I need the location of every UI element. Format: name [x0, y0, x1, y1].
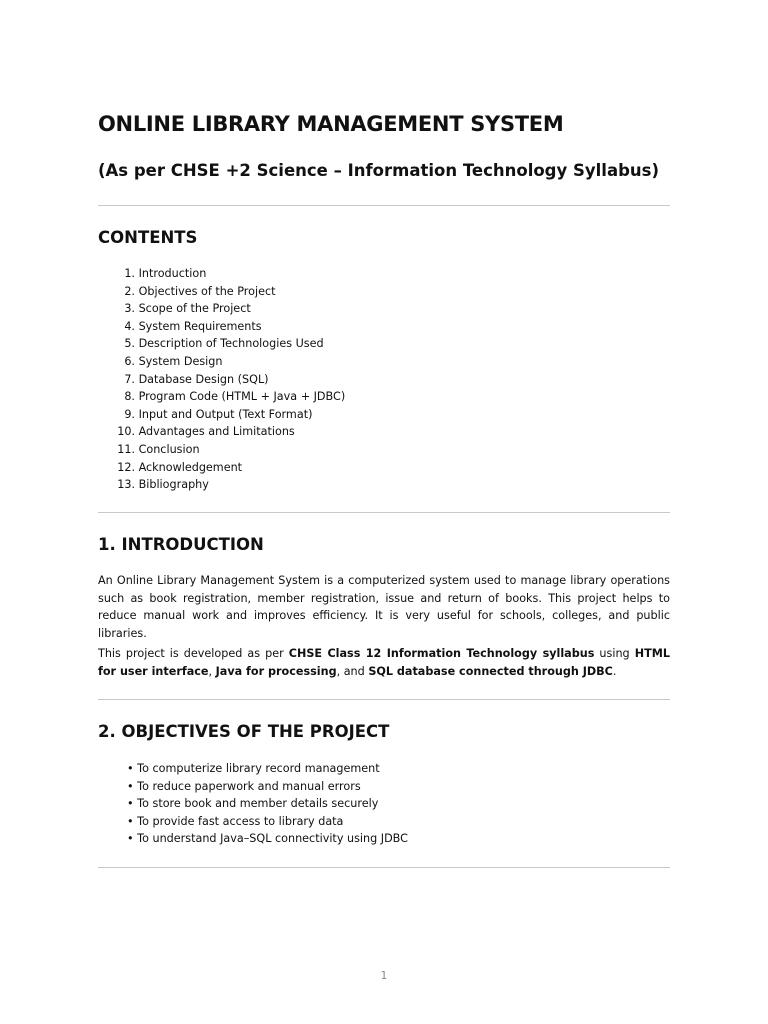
contents-item-number: 11.	[117, 442, 135, 456]
contents-item	[98, 300, 345, 318]
contents-item	[98, 459, 345, 477]
introduction-paragraph: An Online Library Management System is a computerized system used to manage library operations such as book registration, member registration, issue and return of books. This project helps to reduce manual work and improves efficiency. It is very useful for schools, colleges, and public libraries.	[98, 574, 670, 640]
contents-item-label: Database Design (SQL)	[138, 372, 269, 386]
paragraph-text: ,	[208, 664, 216, 678]
contents-item-number: 2.	[124, 284, 135, 298]
contents-item	[98, 441, 345, 459]
objective-item: • To computerize library record management	[127, 762, 380, 775]
contents-item-number: 8.	[124, 390, 135, 404]
contents-item-label: System Design	[138, 354, 223, 368]
sql-emphasis: SQL database connected through JDBC	[368, 664, 613, 678]
contents-item-label: Program Code (HTML + Java + JDBC)	[138, 390, 346, 404]
paragraph-text: using	[594, 647, 635, 660]
objective-item: • To reduce paperwork and manual errors	[127, 779, 361, 793]
contents-item-number: 13.	[117, 478, 135, 492]
section-divider	[98, 205, 670, 206]
contents-item	[98, 265, 345, 283]
contents-item	[98, 335, 345, 353]
section-divider	[98, 867, 670, 868]
contents-item-label: Advantages and Limitations	[138, 425, 295, 439]
contents-item	[98, 406, 345, 424]
page-number: 1	[380, 970, 388, 982]
section-divider	[98, 512, 670, 513]
contents-item-number: 12.	[117, 460, 135, 474]
contents-item-label: Scope of the Project	[138, 302, 251, 316]
contents-item	[98, 318, 345, 336]
contents-item-label: Objectives of the Project	[138, 284, 276, 298]
contents-item-label: Description of Technologies Used	[138, 337, 324, 351]
document-subtitle: (As per CHSE +2 Science – Information Technology Syllabus)	[98, 161, 659, 180]
objectives-heading: 2. OBJECTIVES OF THE PROJECT	[98, 722, 390, 741]
paragraph-text: , and	[336, 664, 369, 678]
contents-item-label: Input and Output (Text Format)	[138, 407, 313, 421]
java-emphasis: Java for processing	[215, 664, 337, 678]
contents-item-label: System Requirements	[138, 319, 262, 333]
paragraph-text: .	[612, 664, 617, 678]
contents-item-number: 7.	[124, 372, 135, 386]
objectives-list	[127, 760, 408, 848]
document-title: ONLINE LIBRARY MANAGEMENT SYSTEM	[98, 112, 564, 136]
contents-item-label: Introduction	[138, 267, 207, 280]
contents-item	[98, 353, 345, 371]
contents-item	[98, 423, 345, 441]
html-emphasis: HTML for user interface	[98, 647, 670, 678]
contents-item-number: 6.	[124, 354, 135, 368]
introduction-heading: 1. INTRODUCTION	[98, 535, 264, 554]
section-divider	[98, 699, 670, 700]
contents-item-number: 10.	[117, 425, 135, 439]
contents-item-label: Acknowledgement	[138, 460, 243, 474]
contents-list	[98, 265, 345, 494]
contents-item	[98, 283, 345, 301]
objective-item: • To store book and member details securely	[127, 797, 379, 811]
paragraph-text: This project is developed as per	[98, 647, 289, 660]
contents-item	[98, 476, 345, 494]
introduction-paragraph-2	[98, 645, 670, 680]
contents-item-label: Conclusion	[138, 442, 200, 456]
contents-item-number: 1.	[124, 267, 135, 280]
contents-item-number: 4.	[124, 319, 135, 333]
contents-item-number: 9.	[124, 407, 135, 421]
contents-heading: CONTENTS	[98, 228, 198, 247]
contents-item-number: 5.	[124, 337, 135, 351]
syllabus-emphasis: CHSE Class 12 Information Technology syllabus	[288, 647, 595, 660]
contents-item	[98, 371, 345, 389]
objective-item: • To provide fast access to library data	[127, 814, 344, 828]
objective-item: • To understand Java–SQL connectivity using JDBC	[127, 832, 408, 846]
contents-item	[98, 388, 345, 406]
contents-item-number: 3.	[124, 302, 135, 316]
contents-item-label: Bibliography	[138, 478, 209, 492]
